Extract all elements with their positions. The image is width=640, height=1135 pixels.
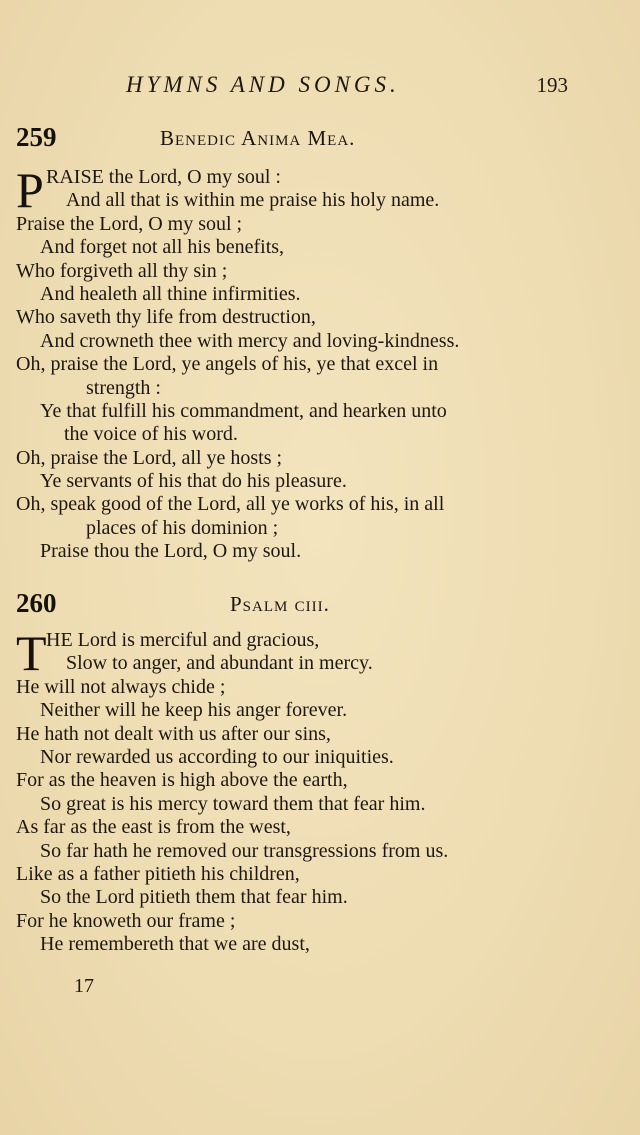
verse-line: places of his dominion ;: [86, 516, 279, 539]
verse-line: And healeth all thine infirmities.: [40, 282, 301, 305]
verse-line: Ye servants of his that do his pleasure.: [40, 470, 347, 493]
verse-line: Oh, praise the Lord, ye angels of his, ye that excel in: [16, 353, 439, 376]
verse-line: As far as the east is from the west,: [16, 816, 291, 839]
verse-line: Neither will he keep his anger forever.: [40, 699, 348, 722]
hymn-259-header: [16, 122, 576, 156]
verse-line: Oh, praise the Lord, all ye hosts ;: [16, 446, 283, 469]
hymn-title: Benedic Anima Mea.: [160, 126, 356, 150]
verse-line: Ye that fulfill his commandment, and hearken unto: [40, 399, 447, 422]
signature-mark: 17: [74, 975, 94, 997]
verse-line: Who forgiveth all thy sin ;: [16, 259, 228, 282]
verse-line: And forget not all his benefits,: [40, 236, 285, 259]
verse-line: For he knoweth our frame ;: [16, 909, 236, 932]
hymn-title: Psalm ciii.: [230, 592, 330, 616]
verse-line: He remembereth that we are dust,: [40, 933, 310, 956]
verse-line: Who saveth thy life from destruction,: [16, 306, 316, 329]
verse-line: So far hath he removed our transgressions from us.: [40, 839, 449, 862]
hymn-260-text: [16, 625, 576, 956]
running-head: [0, 72, 640, 104]
verse-line: So the Lord pitieth them that fear him.: [40, 886, 348, 909]
verse-line: Praise the Lord, O my soul ;: [16, 212, 243, 235]
verse-line: Nor rewarded us according to our iniquities.: [40, 745, 394, 768]
verse-line: Slow to anger, and abundant in mercy.: [66, 652, 373, 675]
hymn-260-header: [16, 588, 576, 622]
page-number: 193: [536, 73, 568, 97]
verse-line: And all that is within me praise his holy name.: [66, 189, 440, 212]
verse-line: He hath not dealt with us after our sins,: [16, 722, 331, 745]
verse-line: He will not always chide ;: [16, 675, 226, 698]
verse-line: HE Lord is merciful and gracious,: [46, 629, 320, 651]
running-title: HYMNS AND SONGS.: [126, 72, 400, 97]
drop-cap: T: [16, 625, 47, 681]
hymn-number: 260: [16, 588, 57, 618]
verse-line: So great is his mercy toward them that fear him.: [40, 792, 426, 815]
verse-line: Oh, speak good of the Lord, all ye works of his, in all: [16, 493, 445, 516]
verse-line: RAISE the Lord, O my soul :: [46, 166, 281, 188]
hymn-number: 259: [16, 122, 57, 152]
drop-cap: P: [16, 162, 44, 218]
verse-line: Praise thou the Lord, O my soul.: [40, 540, 302, 563]
verse-line: strength :: [86, 376, 161, 399]
verse-line: For as the heaven is high above the earth,: [16, 769, 348, 792]
verse-line: Like as a father pitieth his children,: [16, 862, 300, 885]
verse-line: And crowneth thee with mercy and loving-kindness.: [40, 329, 460, 352]
hymn-259-text: [16, 162, 576, 564]
verse-line: the voice of his word.: [64, 423, 238, 446]
